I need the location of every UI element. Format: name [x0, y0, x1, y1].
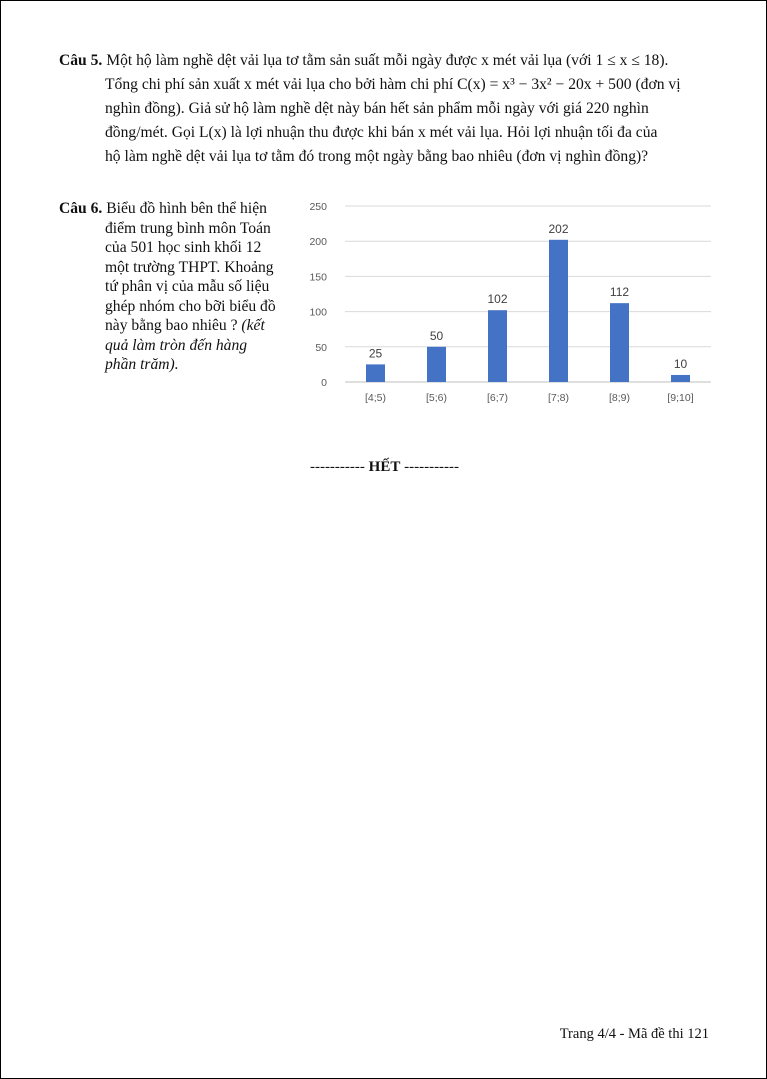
q6-line-3: của 501 học sinh khối 12: [105, 239, 262, 256]
y-tick-label: 150: [309, 271, 327, 284]
data-label: 25: [368, 346, 383, 361]
y-tick-label: 100: [309, 306, 327, 319]
data-label: 50: [429, 328, 444, 343]
q5-label: Câu 5.: [59, 52, 103, 69]
bar: [488, 310, 507, 382]
q6-line-7: này bằng bao nhiêu ? (kết: [105, 317, 265, 334]
x-tick-label: [6;7): [486, 392, 509, 404]
bar: [427, 347, 446, 382]
bar: [671, 375, 690, 382]
chart-svg: [301, 194, 721, 414]
x-tick-label: [5;6): [425, 392, 448, 404]
end-word: HẾT: [368, 459, 401, 475]
question-5: [59, 49, 719, 169]
q5-line-4: đồng/mét. Gọi L(x) là lợi nhuận thu được khi bán x mét vải lụa. Hỏi lợi nhuận tối đa của: [105, 124, 658, 141]
question-6: [59, 199, 299, 375]
q6-line-5: tứ phân vị của mẫu số liệu: [105, 278, 270, 295]
x-tick-label: [4;5): [364, 392, 387, 404]
bar: [366, 364, 385, 382]
end-marker: ----------- HẾT -----------: [309, 459, 460, 475]
q6-line-8: quả làm tròn đến hàng: [105, 336, 248, 354]
q6-line-6: ghép nhóm cho bỡi biểu đồ: [105, 297, 276, 315]
bar: [549, 240, 568, 382]
bar: [610, 303, 629, 382]
q5-line-5: hộ làm nghề dệt vải lụa tơ tằm đó trong một ngày bằng bao nhiêu (đơn vị nghìn đồng)?: [105, 148, 649, 165]
score-bar-chart: [301, 194, 721, 414]
x-tick-label: [8;9): [608, 392, 631, 404]
q5-line-3: nghìn đồng). Giả sử hộ làm nghề dệt này bán hết sản phẩm mỗi ngày với giá 220 nghìn: [105, 100, 649, 117]
y-tick-label: 0: [321, 377, 327, 389]
y-tick-label: 50: [315, 341, 327, 354]
data-label: 202: [548, 221, 569, 236]
data-label: 102: [487, 292, 508, 307]
data-label: 112: [609, 285, 630, 300]
q6-line-9: phần trăm).: [105, 356, 179, 373]
q6-label: Câu 6.: [59, 200, 103, 217]
q5-line-1: Câu 5. Một hộ làm nghề dệt vải lụa tơ tằm sản suất mỗi ngày được x mét vải lụa (với 1 ≤ x ≤ 18).: [59, 52, 669, 69]
data-label: 10: [673, 356, 688, 371]
q6-line-2: điểm trung bình môn Toán: [105, 219, 271, 237]
q6-line-4: một trường THPT. Khoảng: [105, 258, 274, 276]
y-tick-label: 200: [309, 236, 327, 249]
page-footer: Trang 4/4 - Mã đề thi 121: [559, 1026, 709, 1042]
y-tick-label: 250: [309, 201, 327, 213]
x-tick-label: [7;8): [547, 392, 570, 404]
q5-line-2: Tổng chi phí sản xuất x mét vải lụa cho bởi hàm chi phí C(x) = x³ − 3x² − 20x + 500 (đơn vị: [105, 76, 681, 93]
x-tick-label: [9;10]: [667, 392, 694, 404]
q6-line-1: Câu 6. Biểu đồ hình bên thể hiện: [59, 200, 267, 217]
